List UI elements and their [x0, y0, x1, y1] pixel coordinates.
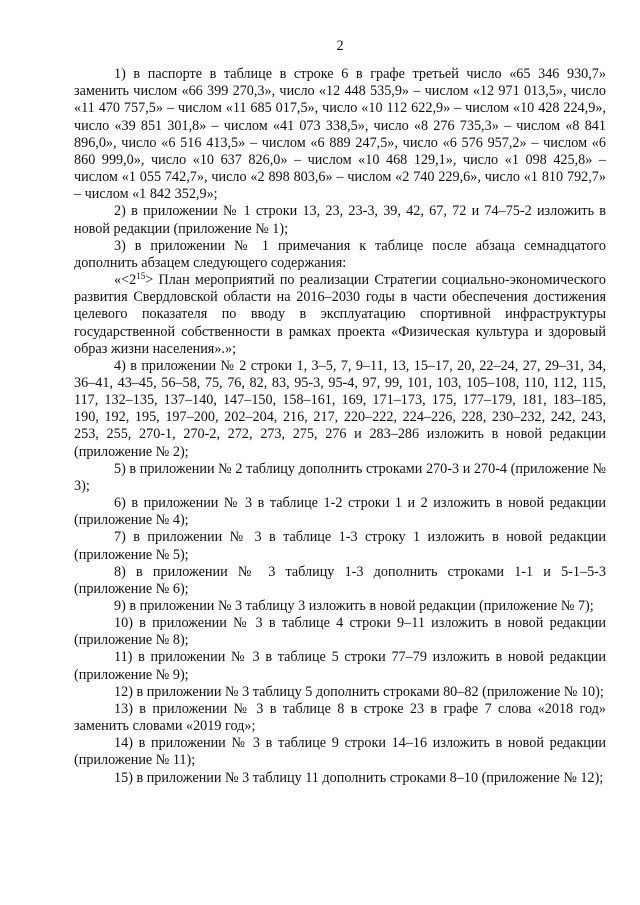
- item-12: 12) в приложении № 3 таблицу 5 дополнить строками 80–82 (приложение № 10);: [114, 683, 604, 700]
- item-5: 5) в приложении № 2 таблицу дополнить строками 270-3 и 270-4 (приложение № 3);: [74, 460, 606, 494]
- item-2: 2) в приложении № 1 строки 13, 23, 23-3, 39, 42, 67, 72 и 74–75-2 изложить в новой редакции (приложение № 1);: [74, 203, 606, 237]
- item-3: 3) в приложении № 1 примечания к таблице после абзаца семнадцатого дополнить абзацем следующего содержания:: [74, 237, 606, 271]
- page-number: 2: [336, 38, 344, 54]
- item-10: 10) в приложении № 3 в таблице 4 строки 9–11 изложить в новой редакции (приложение № 8);: [74, 615, 606, 649]
- item-9: 9) в приложении № 3 таблицу 3 изложить в новой редакции (приложение № 7);: [114, 598, 594, 614]
- item-4: 4) в приложении № 2 строки 1, 3–5, 7, 9–11, 13, 15–17, 20, 22–24, 27, 29–31, 34, 36–41, 43–45, 56–58, 75, 76, 82, 83, 95-3, 95-4, 97, 99, 101, 103, 105–108, 110, 112, 115, 117, 132–135, 137–140, 147–150, 158–161, 169, 171–173, 175, 177–179, 181, 183–185, 190, 192, 195, 197–200, 202–204, 216, 217, 220–222, 224–226, 228, 230–232, 242, 243, 253, 255, 270-1, 270-2, 272, 273, 275, 276 и 283–286 изложить в новой редакции (приложение № 2);: [74, 357, 606, 460]
- item-3-quote: [74, 272, 606, 358]
- footnote-superscript: 15: [136, 271, 146, 282]
- item-14: 14) в приложении № 3 в таблице 9 строки 14–16 изложить в новой редакции (приложение № 11);: [74, 735, 606, 769]
- item-6: 6) в приложении № 3 в таблице 1-2 строки 1 и 2 изложить в новой редакции (приложение № 4);: [74, 495, 606, 529]
- item-8: 8) в приложении № 3 таблицу 1-3 дополнить строками 1-1 и 5-1–5-3 (приложение № 6);: [74, 563, 606, 597]
- document-page: [74, 38, 606, 787]
- quote-text: > План мероприятий по реализации Стратегии социально-экономического развития Свердловской области на 2016–2030 годы в части обеспечения достижения целевого показателя по вводу в эксплуатацию спортивной инфраструктуры государственной собственности в рамках проекта «Физическая культура и здоровый образ жизни населения».»;: [74, 272, 606, 357]
- item-7: 7) в приложении № 3 в таблице 1-3 строку 1 изложить в новой редакции (приложение № 5);: [74, 529, 606, 563]
- item-1: 1) в паспорте в таблице в строке 6 в графе третьей число «65 346 930,7» заменить числом «66 399 270,3», число «12 448 535,9» – числом «12 971 013,5», число «11 470 757,5» – числом «11 685 017,5», число «10 112 622,9» – числом «10 428 224,9», число «39 851 301,8» – числом «41 073 338,5», число «8 276 735,3» – числом «8 841 896,0», число «6 516 413,5» – числом «6 889 247,5», число «6 576 957,2» – числом «6 860 999,0», число «10 637 826,0» – числом «10 468 129,1», число «1 098 425,8» – числом «1 055 742,7», число «2 898 803,6» – числом «2 740 229,6», число «1 810 792,7» – числом «1 842 352,9»;: [74, 66, 606, 203]
- quote-open: «<2: [114, 272, 137, 289]
- item-15: 15) в приложении № 3 таблицу 11 дополнить строками 8–10 (приложение № 12);: [114, 769, 604, 786]
- item-11: 11) в приложении № 3 в таблице 5 строки 77–79 изложить в новой редакции (приложение № 9);: [74, 649, 606, 683]
- item-13: 13) в приложении № 3 в таблице 8 в строке 23 в графе 7 слова «2018 год» заменить словами «2019 год»;: [74, 700, 606, 735]
